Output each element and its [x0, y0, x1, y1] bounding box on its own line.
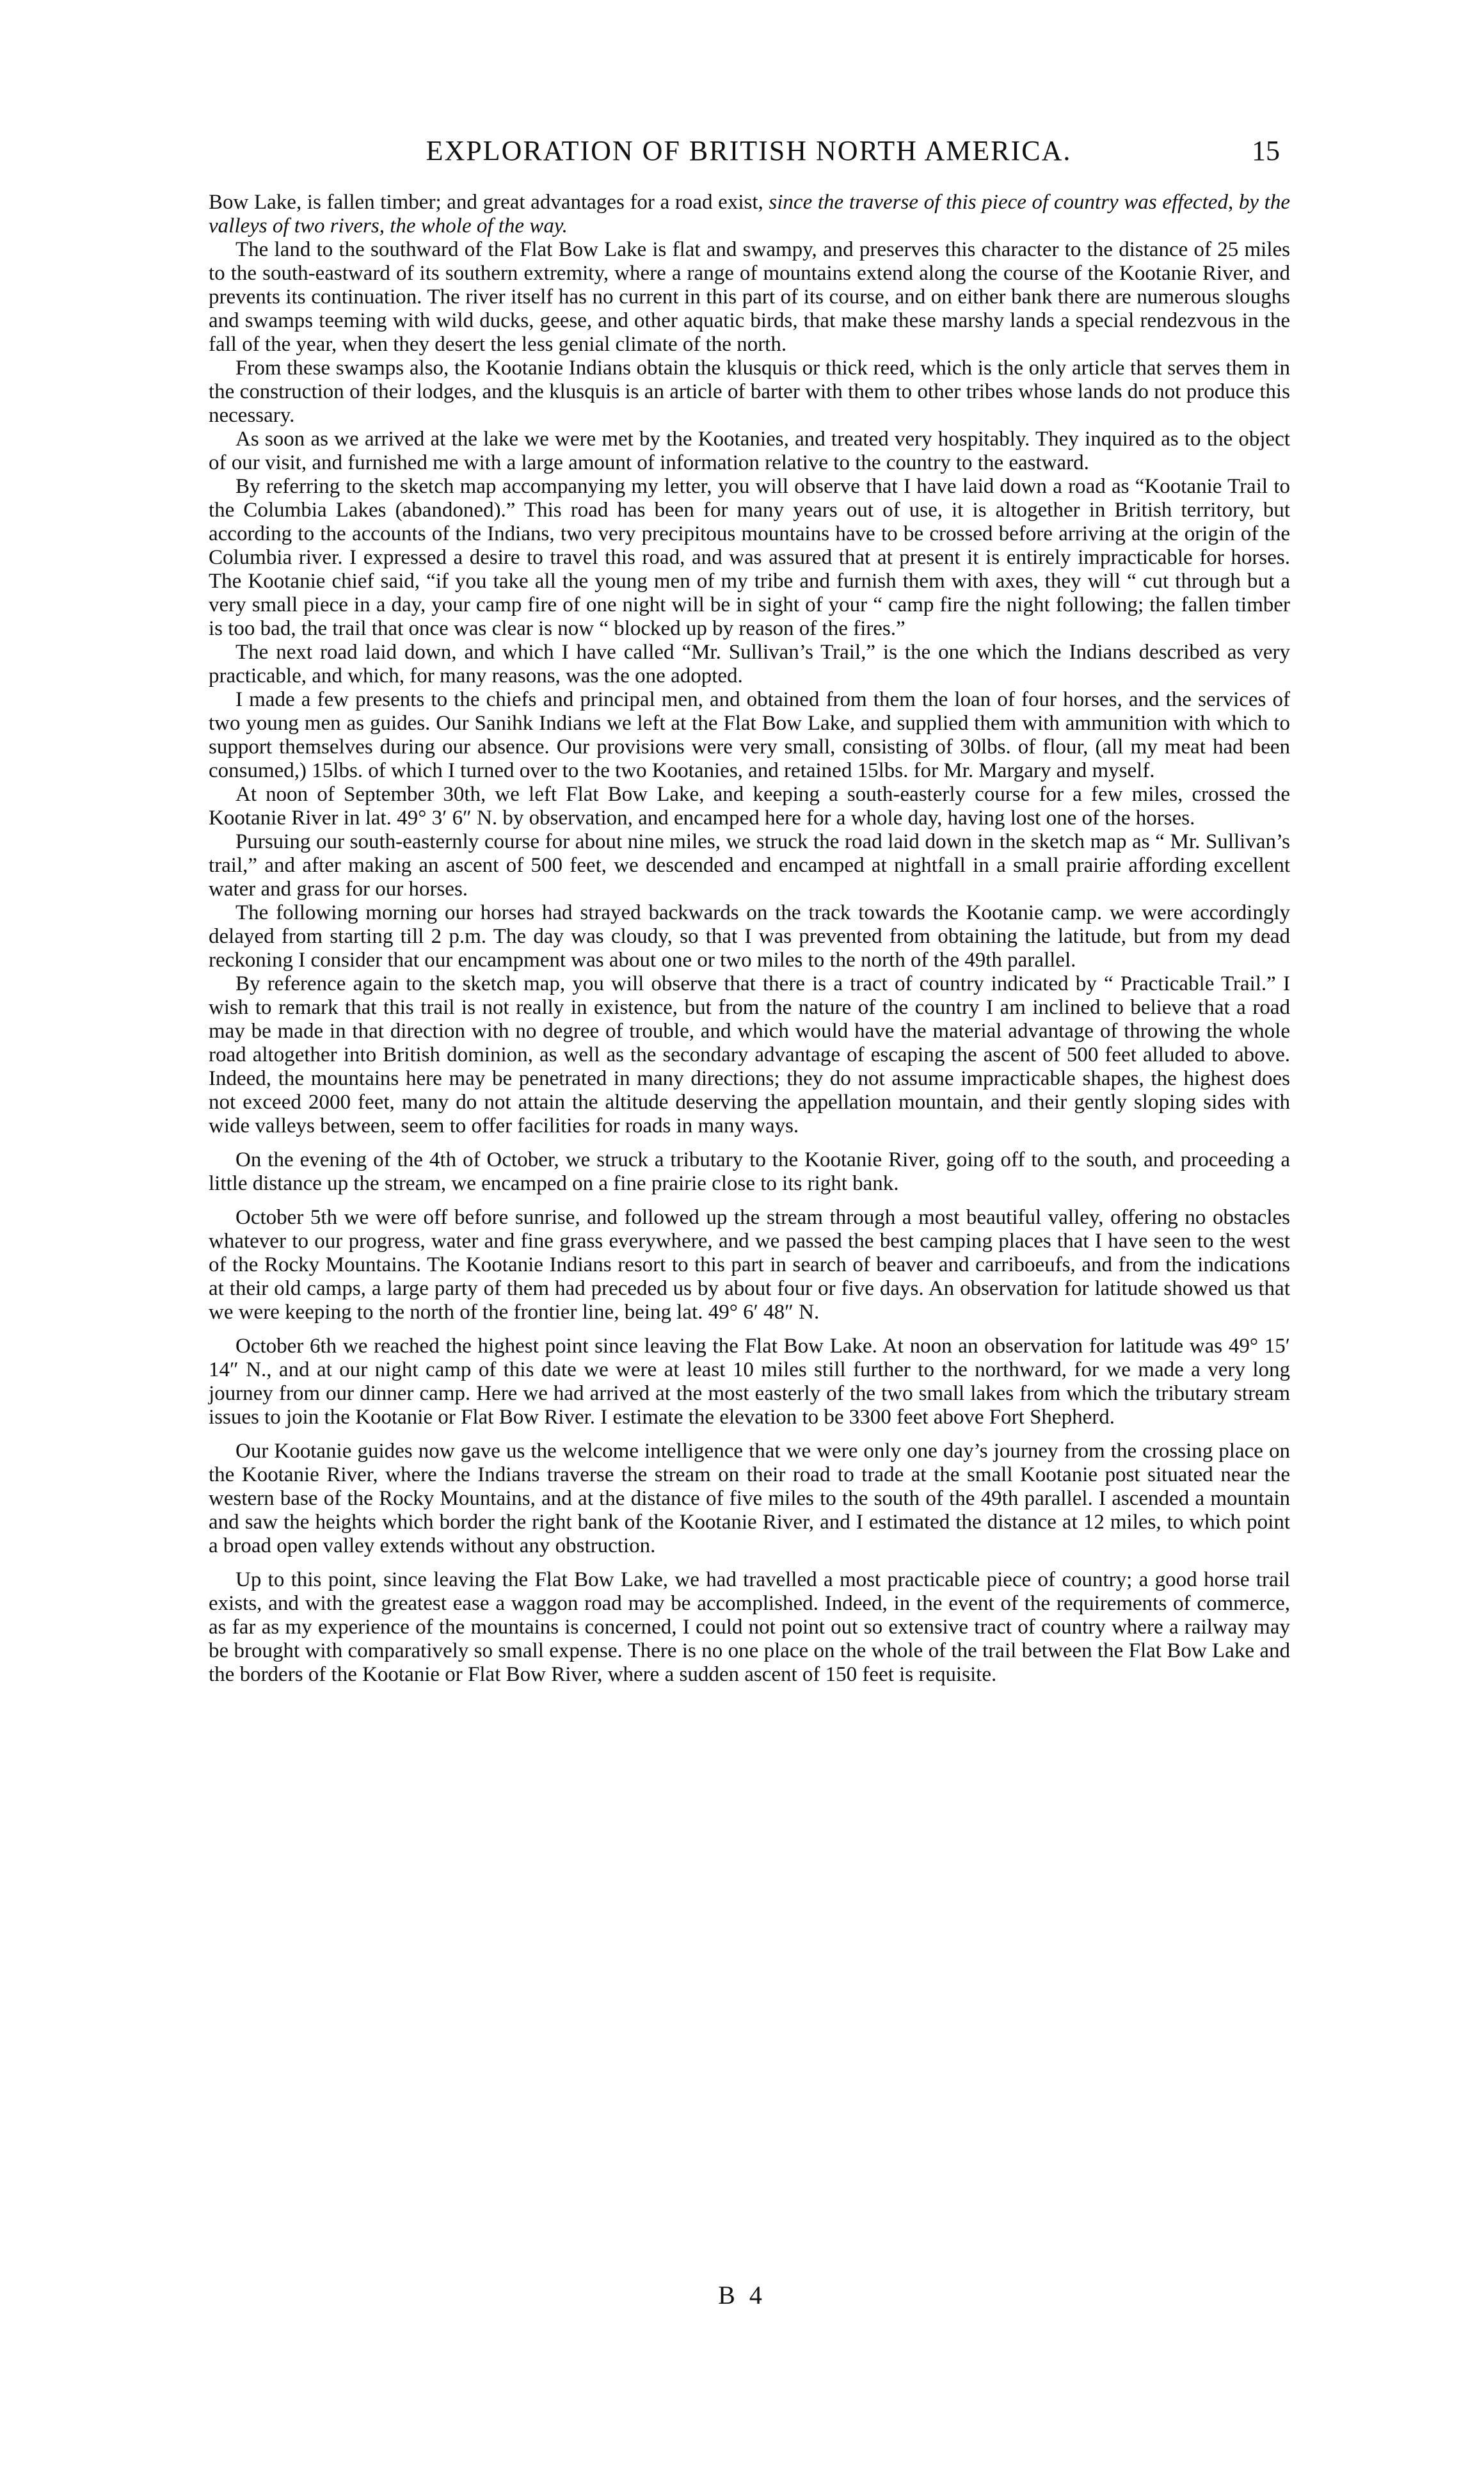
paragraph-text: The next road laid down, and which I have called “Mr. Sullivan’s Trail,” is the one which the Indians described as very practicable, and which, for many reasons, was the one adopted.: [209, 641, 1290, 687]
paragraph-text: Pursuing our south-easternly course for about nine miles, we struck the road laid down in the sketch map as “ Mr. Sullivan’s trail,” and after making an ascent of 500 feet, we descended and encamped at nightfall in a small prairie affording excellent water and grass for our horses.: [209, 830, 1290, 901]
signature-mark: B 4: [718, 2281, 766, 2309]
paragraph: [209, 1206, 1290, 1324]
paragraph: [209, 238, 1290, 357]
paragraph-text: October 6th we reached the highest point since leaving the Flat Bow Lake. At noon an observation for latitude was 49° 15′ 14″ N., and at our night camp of this date we were at least 10 miles still further to the northward, for we made a very long journey from our dinner camp. Here we had arrived at the most easterly of the two small lakes from which the tributary stream issues to join the Kootanie or Flat Bow River. I estimate the elevation to be 3300 feet above Fort Shepherd.: [209, 1335, 1290, 1429]
paragraph: [209, 783, 1290, 830]
paragraph-text: Up to this point, since leaving the Flat Bow Lake, we had travelled a most practicable piece of country; a good horse trail exists, and with the greatest ease a waggon road may be accomplished. Indeed, in the event of the requirements of commerce, as far as my experience of the mountains is concerned, I could not point out so extensive tract of country where a railway may be brought with comparatively so small expense. There is no one place on the whole of the trail between the Flat Bow Lake and the borders of the Kootanie or Flat Bow River, where a sudden ascent of 150 feet is requisite.: [209, 1568, 1290, 1686]
paragraph-text: The following morning our horses had strayed backwards on the track towards the Kootanie camp. we were accordingly delayed from starting till 2 p.m. The day was cloudy, so that I was prevented from obtaining the latitude, but from my dead reckoning I consider that our encampment was about one or two miles to the north of the 49th parallel.: [209, 901, 1290, 972]
paragraph: [209, 972, 1290, 1138]
paragraph: [209, 191, 1290, 238]
paragraph-text: Our Kootanie guides now gave us the welcome intelligence that we were only one day’s journey from the crossing place on the Kootanie River, where the Indians traverse the stream on their road to trade at the small Kootanie post situated near the western base of the Rocky Mountains, and at the distance of five miles to the south of the 49th parallel. I ascended a mountain and saw the heights which border the right bank of the Kootanie River, and I estimated the distance at 12 miles, to which point a broad open valley extends without any obstruction.: [209, 1440, 1290, 1557]
paragraph-text: The land to the southward of the Flat Bow Lake is flat and swampy, and preserves this character to the distance of 25 miles to the south-eastward of its southern extremity, where a range of mountains extend along the course of the Kootanie River, and prevents its continuation. The river itself has no current in this part of its course, and on either bank there are numerous sloughs and swamps teeming with wild ducks, geese, and other aquatic birds, that make these marshy lands a special rendezvous in the fall of the year, when they desert the less genial climate of the north.: [209, 238, 1290, 356]
paragraph: [209, 641, 1290, 688]
page-header: [218, 134, 1280, 173]
paragraph: [209, 357, 1290, 428]
paragraph-text: By reference again to the sketch map, you will observe that there is a tract of country indicated by “ Practicable Trail.” I wish to remark that this trail is not really in existence, but from the nature of the country I am inclined to believe that a road may be made in that direction with no degree of trouble, and which would have the material advantage of throwing the whole road altogether into British dominion, as well as the secondary advantage of escaping the ascent of 500 feet alluded to above. Indeed, the mountains here may be penetrated in many directions; they do not assume impracticable shapes, the highest does not exceed 2000 feet, many do not attain the altitude deserving the appellation mountain, and their gently sloping sides with wide valleys between, seem to offer facilities for roads in many ways.: [209, 972, 1290, 1137]
paragraph: [209, 1335, 1290, 1429]
running-title: EXPLORATION OF BRITISH NORTH AMERICA.: [426, 135, 1072, 166]
paragraph: [209, 428, 1290, 475]
paragraph-text: At noon of September 30th, we left Flat Bow Lake, and keeping a south-easterly course for a few miles, crossed the Kootanie River in lat. 49° 3′ 6″ N. by observation, and encamped here for a whole day, having lost one of the horses.: [209, 783, 1290, 830]
paragraph: [209, 1440, 1290, 1558]
paragraph-text: Bow Lake, is fallen timber; and great advantages for a road exist,: [209, 191, 769, 214]
paragraph-text: October 5th we were off before sunrise, and followed up the stream through a most beautiful valley, offering no obstacles whatever to our progress, water and fine grass everywhere, and we passed the best camping places that I have seen to the west of the Rocky Mountains. The Kootanie Indians resort to this part in search of beaver and carriboeufs, and from the indications at their old camps, a large party of them had preceded us by about four or five days. An observation for latitude showed us that we were keeping to the north of the frontier line, being lat. 49° 6′ 48″ N.: [209, 1206, 1290, 1324]
paragraph: [209, 1148, 1290, 1196]
paragraph-text: I made a few presents to the chiefs and principal men, and obtained from them the loan of four horses, and the services of two young men as guides. Our Sanihk Indians we left at the Flat Bow Lake, and supplied them with ammunition with which to support themselves during our absence. Our provisions were very small, consisting of 30lbs. of flour, (all my meat had been consumed,) 15lbs. of which I turned over to the two Kootanies, and retained 15lbs. for Mr. Margary and myself.: [209, 688, 1290, 782]
paragraph: [209, 830, 1290, 901]
page-number: 15: [1252, 135, 1280, 166]
paragraph: [209, 688, 1290, 783]
paragraph: [209, 1568, 1290, 1687]
paragraph-text: As soon as we arrived at the lake we were met by the Kootanies, and treated very hospitably. They inquired as to the object of our visit, and furnished me with a large amount of information relative to the country to the eastward.: [209, 428, 1290, 474]
body-text: [209, 191, 1290, 1687]
paragraph-text: On the evening of the 4th of October, we struck a tributary to the Kootanie River, going off to the south, and proceeding a little distance up the stream, we encamped on a fine prairie close to its right bank.: [209, 1148, 1290, 1195]
paragraph-text: By referring to the sketch map accompanying my letter, you will observe that I have laid down a road as “Kootanie Trail to the Columbia Lakes (abandoned).” This road has been for many years out of use, it is altogether in British territory, but according to the accounts of the Indians, two very precipitous mountains have to be crossed before arriving at the origin of the Columbia river. I expressed a desire to travel this road, and was assured that at present it is entirely impracticable for horses. The Kootanie chief said, “if you take all the young men of my tribe and furnish them with axes, they will “ cut through but a very small piece in a day, your camp fire of one night will be in sight of your “ camp fire the night following; the fallen timber is too bad, the trail that once was clear is now “ blocked up by reason of the fires.”: [209, 475, 1290, 640]
italic-text: since the traverse of this piece of country was effected, by the valleys of two rivers, the whole of the way.: [209, 191, 1290, 237]
paragraph: [209, 475, 1290, 641]
paragraph-text: From these swamps also, the Kootanie Indians obtain the klusquis or thick reed, which is the only article that serves them in the construction of their lodges, and the klusquis is an article of barter with them to other tribes whose lands do not produce this necessary.: [209, 357, 1290, 427]
paragraph: [209, 901, 1290, 972]
